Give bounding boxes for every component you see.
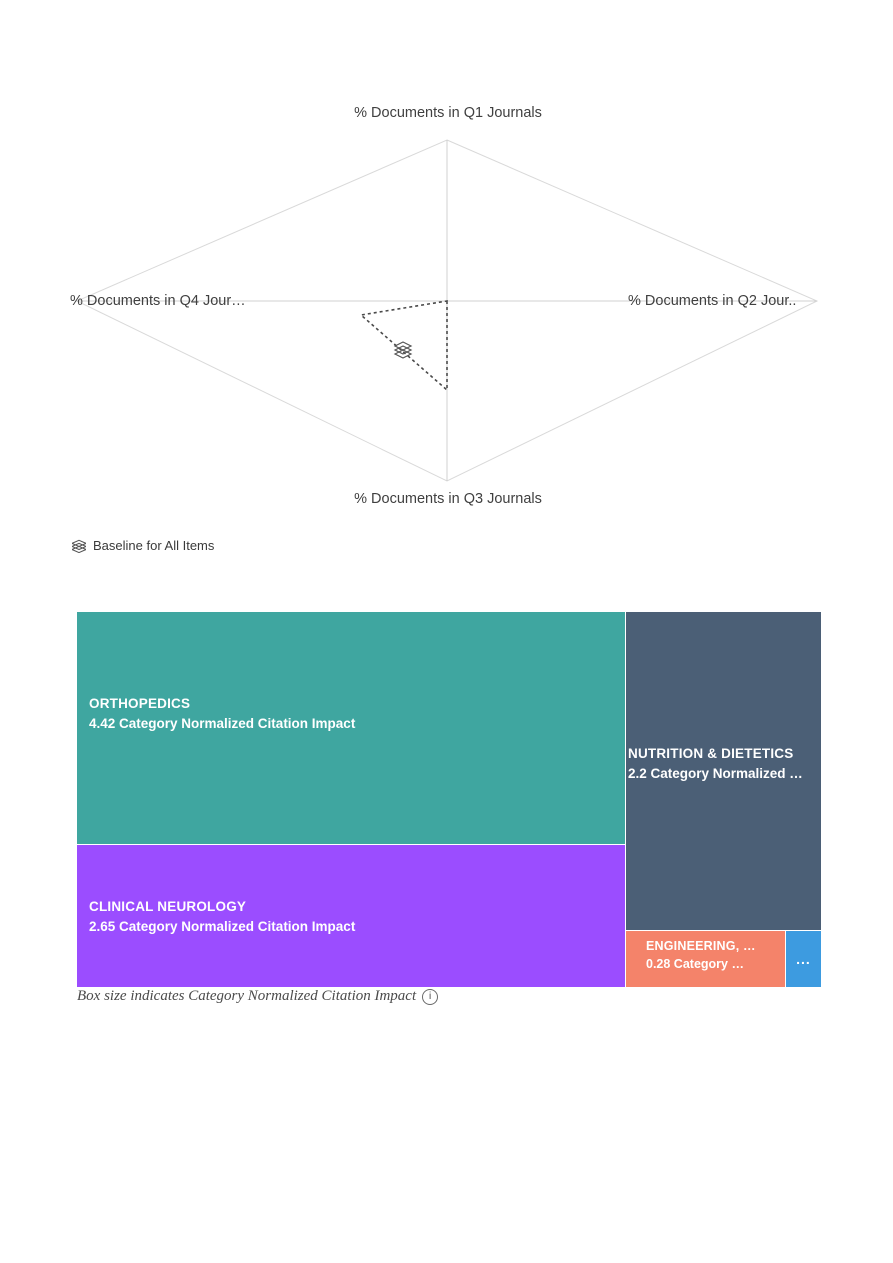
radar-chart-canvas: [72, 105, 824, 530]
radar-axis-label-bottom: % Documents in Q3 Journals: [354, 491, 542, 507]
layers-icon: [395, 342, 411, 358]
radar-axis-label-right: % Documents in Q2 Jour..: [628, 293, 797, 309]
treemap-tile-engineering[interactable]: [626, 931, 785, 987]
radar-axis-label-left: % Documents in Q4 Jour…: [70, 293, 246, 309]
treemap-tile-nutrition-dietetics[interactable]: [626, 612, 821, 930]
radar-series-baseline: [361, 301, 447, 390]
radar-chart: [72, 105, 824, 530]
treemap-tile-orthopedics[interactable]: [77, 612, 625, 844]
treemap-tile-label: NUTRITION & DIETETICS: [628, 746, 794, 761]
treemap-tile-label: CLINICAL NEUROLOGY: [89, 899, 247, 914]
treemap-tile-value: 4.42 Category Normalized Citation Impact: [89, 715, 356, 731]
treemap-tile-clinical-neurology[interactable]: [77, 845, 625, 987]
radar-legend[interactable]: [72, 538, 214, 553]
treemap-chart: [77, 612, 821, 987]
treemap-caption-text: Box size indicates Category Normalized Citation Impact: [77, 988, 417, 1004]
radar-legend-label: Baseline for All Items: [93, 538, 215, 553]
info-icon[interactable]: i: [422, 989, 438, 1005]
treemap-tile-label: ORTHOPEDICS: [89, 696, 191, 711]
treemap-tile-label: ENGINEERING, …: [646, 939, 756, 953]
treemap-more-button[interactable]: [786, 931, 821, 987]
treemap-tile-value: 0.28 Category …: [646, 957, 744, 972]
radar-axis-label-top: % Documents in Q1 Journals: [354, 105, 542, 121]
treemap-tile-value: 2.65 Category Normalized Citation Impact: [89, 918, 356, 934]
layers-icon: [72, 539, 86, 553]
treemap-caption: [77, 988, 438, 1005]
treemap-tile-value: 2.2 Category Normalized …: [628, 765, 803, 781]
treemap-more-label: ...: [796, 950, 811, 967]
